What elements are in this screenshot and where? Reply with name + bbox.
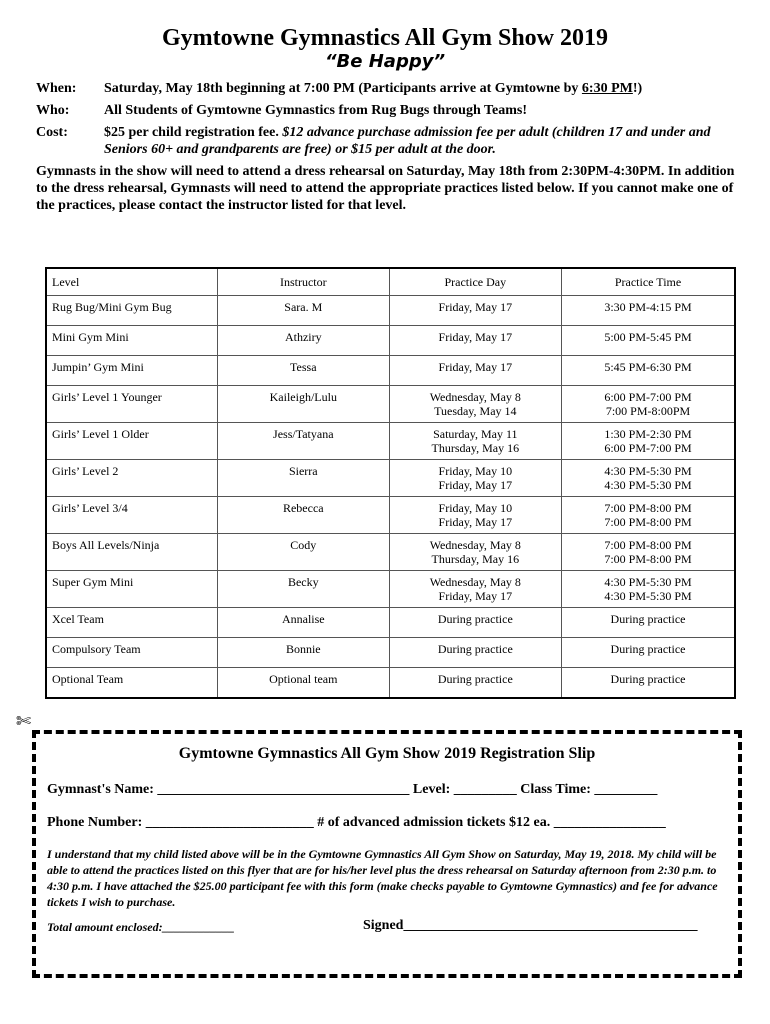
cell-instructor: Rebecca [218, 497, 390, 534]
signature-line: Signed__________________________________________ [363, 918, 698, 933]
cell-practice-day: Friday, May 17 [389, 326, 561, 356]
header-instructor: Instructor [218, 268, 390, 296]
table-row [46, 497, 735, 534]
cell-instructor: Sierra [218, 460, 390, 497]
cell-practice-day: Friday, May 10 Friday, May 17 [389, 497, 561, 534]
cell-practice-time: 5:00 PM-5:45 PM [562, 326, 735, 356]
cell-instructor: Cody [218, 534, 390, 571]
cost-label: Cost: [36, 125, 68, 140]
cell-instructor: Kaileigh/Lulu [218, 386, 390, 423]
cell-practice-time: During practice [562, 608, 735, 638]
cell-practice-day: During practice [389, 668, 561, 699]
cell-practice-day: Wednesday, May 8 Thursday, May 16 [389, 534, 561, 571]
table-row [46, 668, 735, 699]
cell-level: Girls’ Level 2 [46, 460, 218, 497]
cell-instructor: Tessa [218, 356, 390, 386]
rehearsal-paragraph: Gymnasts in the show will need to attend a dress rehearsal on Saturday, May 18th from 2:30PM-4:30PM. In addition to the dress rehearsal, Gymnasts will need to attend the appropriate practices listed below. If you cannot make one of the practices, please contact the instructor listed for that level. [36, 164, 735, 213]
cell-practice-time: 4:30 PM-5:30 PM 4:30 PM-5:30 PM [562, 571, 735, 608]
arrival-time: 6:30 PM [581, 81, 633, 96]
cell-practice-time: 5:45 PM-6:30 PM [562, 356, 735, 386]
cell-practice-time: 4:30 PM-5:30 PM 4:30 PM-5:30 PM [562, 460, 735, 497]
cell-level: Girls’ Level 1 Older [46, 423, 218, 460]
cell-practice-time: 3:30 PM-4:15 PM [562, 296, 735, 326]
table-row [46, 423, 735, 460]
slip-agreement-paragraph: I understand that my child listed above will be in the Gymtowne Gymnastics All Gym Show on Saturday, May 19, 2018. My child will be able to attend the practices listed on this flyer that are for his/her level plus the dress rehearsal on Saturday afternoon from 2:30 p.m. to 4:30 p.m. I have attached the $25.00 participant fee with this form (make checks payable to Gymtowne Gymnastics) and fee for advance tickets I wish to purchase. [47, 847, 718, 909]
cell-practice-day: Saturday, May 11 Thursday, May 16 [389, 423, 561, 460]
cell-practice-time: 6:00 PM-7:00 PM 7:00 PM-8:00PM [562, 386, 735, 423]
cell-level: Girls’ Level 3/4 [46, 497, 218, 534]
cell-practice-day: During practice [389, 638, 561, 668]
table-row [46, 534, 735, 571]
header-practice-day: Practice Day [389, 268, 561, 296]
cell-instructor: Athziry [218, 326, 390, 356]
cell-level: Mini Gym Mini [46, 326, 218, 356]
cost-text: $25 per child registration fee. $12 advance purchase admission fee per adult (children 17 and under and Seniors 60+ and grandparents are free) or $15 per adult at the door. [104, 125, 711, 157]
cell-level: Boys All Levels/Ninja [46, 534, 218, 571]
phone-number-line: Phone Number: ________________________ # of advanced admission tickets $12 ea. ________________ [47, 815, 666, 830]
cell-level: Compulsory Team [46, 638, 218, 668]
cell-instructor: Sara. M [218, 296, 390, 326]
cell-level: Jumpin’ Gym Mini [46, 356, 218, 386]
cell-level: Girls’ Level 1 Younger [46, 386, 218, 423]
cell-instructor: Bonnie [218, 638, 390, 668]
page-subtitle: “Be Happy” [324, 51, 446, 72]
gymnast-name-line: Gymnast's Name: ____________________________________ Level: _________ Class Time: _________ [47, 782, 658, 797]
cell-practice-day: During practice [389, 608, 561, 638]
cell-practice-day: Friday, May 17 [389, 356, 561, 386]
table-row [46, 608, 735, 638]
cell-level: Xcel Team [46, 608, 218, 638]
table-row [46, 326, 735, 356]
table-row [46, 638, 735, 668]
cell-practice-day: Friday, May 17 [389, 296, 561, 326]
cell-level: Optional Team [46, 668, 218, 699]
slip-title: Gymtowne Gymnastics All Gym Show 2019 Registration Slip [178, 745, 596, 762]
cell-instructor: Becky [218, 571, 390, 608]
scissors-icon: ✄ [16, 711, 32, 732]
table-header-row [46, 268, 735, 296]
cell-practice-day: Wednesday, May 8 Friday, May 17 [389, 571, 561, 608]
header-practice-time: Practice Time [562, 268, 735, 296]
table-row [46, 296, 735, 326]
total-amount-line: Total amount enclosed:____________ [47, 920, 235, 934]
who-text: All Students of Gymtowne Gymnastics from Rug Bugs through Teams! [104, 103, 528, 118]
cell-practice-day: Friday, May 10 Friday, May 17 [389, 460, 561, 497]
when-label: When: [36, 81, 77, 96]
cell-level: Rug Bug/Mini Gym Bug [46, 296, 218, 326]
when-text: Saturday, May 18th beginning at 7:00 PM (Participants arrive at Gymtowne by 6:30 PM!) [104, 81, 643, 96]
table-row [46, 356, 735, 386]
cell-practice-time: During practice [562, 638, 735, 668]
cell-instructor: Annalise [218, 608, 390, 638]
cell-instructor: Optional team [218, 668, 390, 699]
practice-schedule-table [45, 267, 736, 699]
who-label: Who: [36, 103, 70, 118]
page-title: Gymtowne Gymnastics All Gym Show 2019 [161, 25, 608, 51]
cell-practice-day: Wednesday, May 8 Tuesday, May 14 [389, 386, 561, 423]
cell-level: Super Gym Mini [46, 571, 218, 608]
header-level: Level [46, 268, 218, 296]
table-row [46, 571, 735, 608]
cell-practice-time: 7:00 PM-8:00 PM 7:00 PM-8:00 PM [562, 497, 735, 534]
table-row [46, 460, 735, 497]
table-row [46, 386, 735, 423]
cell-practice-time: 1:30 PM-2:30 PM 6:00 PM-7:00 PM [562, 423, 735, 460]
cost-italic: $12 advance purchase admission fee per adult (children 17 and under and Seniors 60+ and grandparents are free) or $15 per adult at the door. [104, 125, 711, 157]
cell-practice-time: 7:00 PM-8:00 PM 7:00 PM-8:00 PM [562, 534, 735, 571]
cell-practice-time: During practice [562, 668, 735, 699]
cell-instructor: Jess/Tatyana [218, 423, 390, 460]
